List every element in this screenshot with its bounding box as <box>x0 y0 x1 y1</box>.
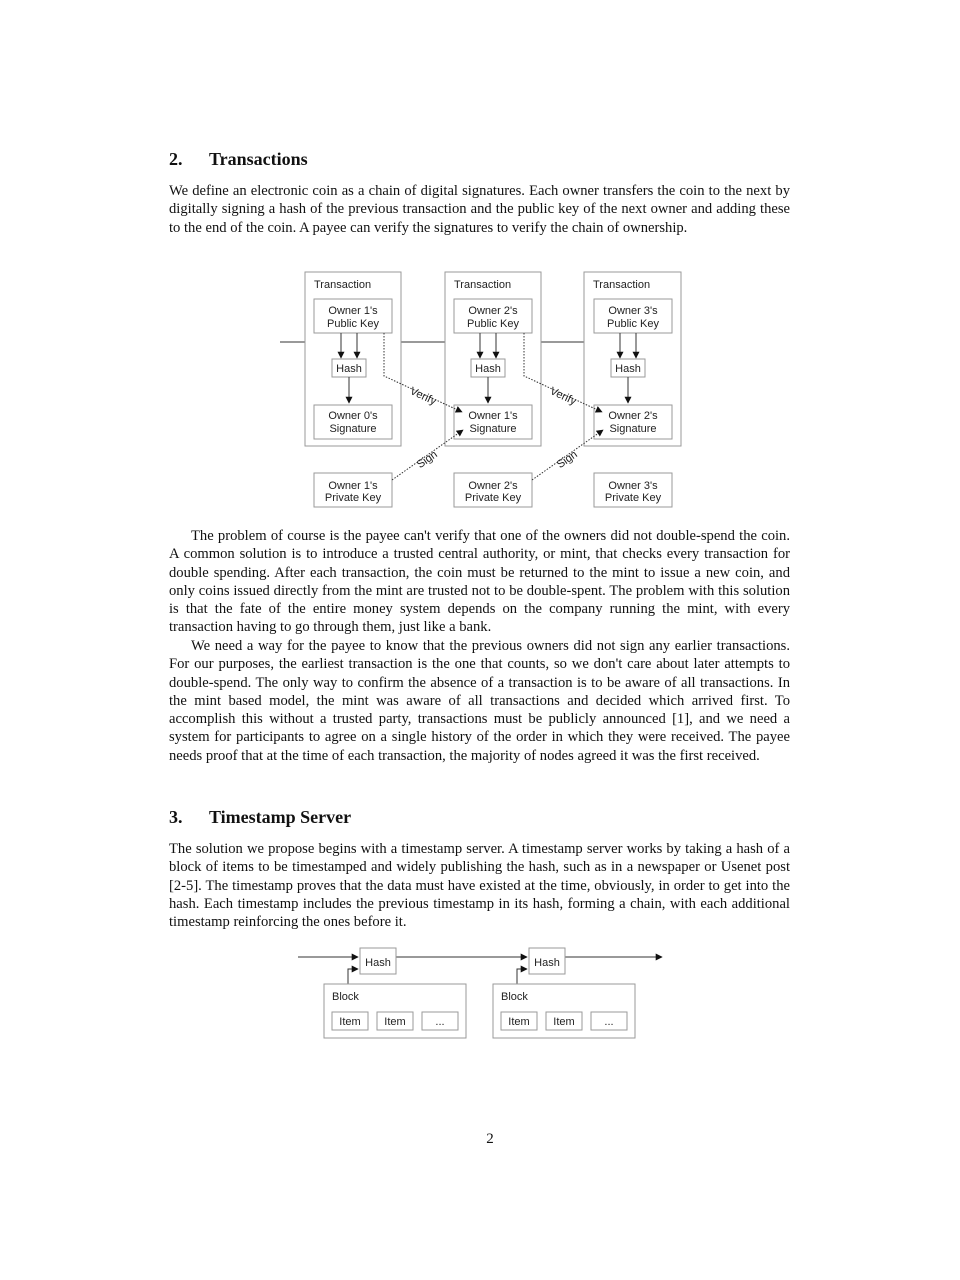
transaction-label: Transaction <box>454 279 512 291</box>
svg-text:Signature: Signature <box>609 423 657 435</box>
section-title: Timestamp Server <box>209 807 352 827</box>
svg-text:Public Key: Public Key <box>607 318 659 330</box>
svg-text:Owner 2's: Owner 2's <box>468 305 518 317</box>
transaction-chain-diagram <box>270 266 690 516</box>
svg-text:Owner 2's: Owner 2's <box>468 480 518 492</box>
section-number: 2. <box>169 149 183 169</box>
svg-text:Owner 1's: Owner 1's <box>328 305 378 317</box>
block-label: Block <box>332 991 359 1003</box>
svg-text:Hash: Hash <box>534 957 560 969</box>
verify-label-2: Verify <box>547 385 578 408</box>
sign-label-1: Sign <box>414 448 440 471</box>
paragraph-intro: We define an electronic coin as a chain of digital signatures. Each owner transfers the coin to the next by digitally signing a hash of the previous transaction and the public key of the next owner and adding these to the end of the coin. A payee can verify the signatures to verify the chain of ownership. <box>169 183 790 236</box>
svg-text:Hash: Hash <box>365 957 391 969</box>
page-number: 2 <box>486 1131 494 1147</box>
paragraph-need: We need a way for the payee to know that the previous owners did not sign any earlier transactions. For our purposes, the earliest transaction is the one that counts, so we don't care about later attempts to double-spend. The only way to confirm the absence of a transaction is to be aware of all transactions. In the mint based model, the mint was aware of all transactions and decided which arrived first. To accomplish this without a trusted party, transactions must be publicly announced [1], and we need a system for participants to agree on a single history of the order in which they were received. The payee needs proof that at the time of each transaction, the majority of nodes agreed it was the first received. <box>169 638 790 764</box>
svg-text:...: ... <box>435 1016 445 1028</box>
verify-label-1: Verify <box>407 385 438 408</box>
svg-text:...: ... <box>604 1016 614 1028</box>
block-label: Block <box>501 991 528 1003</box>
transaction-label: Transaction <box>314 279 372 291</box>
timestamp-block-2 <box>493 948 635 1038</box>
svg-text:Private Key: Private Key <box>604 492 662 504</box>
svg-text:Owner 3's: Owner 3's <box>608 305 658 317</box>
paragraph-problem: The problem of course is the payee can't verify that one of the owners did not double-spend the coin. A common solution is to introduce a trusted central authority, or mint, that checks every transaction for double spending. After each transaction, the coin must be returned to the mint to issue a new coin, and only coins issued directly from the mint are trusted not to be double-spent. The problem with this solution is that the fate of the entire money system depends on the company running the mint, with every transaction having to go through them, just like a bank. <box>169 528 790 636</box>
svg-text:Signature: Signature <box>329 423 377 435</box>
svg-text:Owner 1's: Owner 1's <box>328 480 378 492</box>
svg-text:Private Key: Private Key <box>324 492 382 504</box>
timestamp-block-1 <box>324 948 466 1038</box>
svg-text:Owner 0's: Owner 0's <box>328 410 378 422</box>
svg-text:Owner 2's: Owner 2's <box>608 410 658 422</box>
svg-text:Item: Item <box>384 1016 406 1028</box>
svg-text:Hash: Hash <box>615 363 641 375</box>
svg-text:Hash: Hash <box>475 363 501 375</box>
section-number: 3. <box>169 807 183 827</box>
svg-text:Signature: Signature <box>469 423 517 435</box>
svg-text:Public Key: Public Key <box>467 318 519 330</box>
transaction-column-3 <box>584 272 681 507</box>
section-2-heading <box>169 149 308 170</box>
svg-text:Private Key: Private Key <box>464 492 522 504</box>
svg-text:Hash: Hash <box>336 363 362 375</box>
svg-text:Item: Item <box>339 1016 361 1028</box>
paragraph-timestamp: The solution we propose begins with a timestamp server. A timestamp server works by taking a hash of a block of items to be timestamped and widely publishing the hash, such as in a newspaper or Usenet post [2-5]. The timestamp proves that the data must have existed at the time, obviously, in order to get into the hash. Each timestamp includes the previous timestamp in its hash, forming a chain, with each additional timestamp reinforcing the ones before it. <box>169 841 790 931</box>
sign-label-2: Sign <box>554 448 580 471</box>
svg-text:Owner 1's: Owner 1's <box>468 410 518 422</box>
svg-text:Item: Item <box>553 1016 575 1028</box>
section-3-heading <box>169 807 351 828</box>
transaction-label: Transaction <box>593 279 651 291</box>
timestamp-server-diagram <box>290 940 680 1048</box>
section-title: Transactions <box>209 149 308 169</box>
svg-text:Item: Item <box>508 1016 530 1028</box>
transaction-column-2 <box>445 272 541 507</box>
transaction-column-1 <box>305 272 401 507</box>
svg-text:Public Key: Public Key <box>327 318 379 330</box>
svg-text:Owner 3's: Owner 3's <box>608 480 658 492</box>
